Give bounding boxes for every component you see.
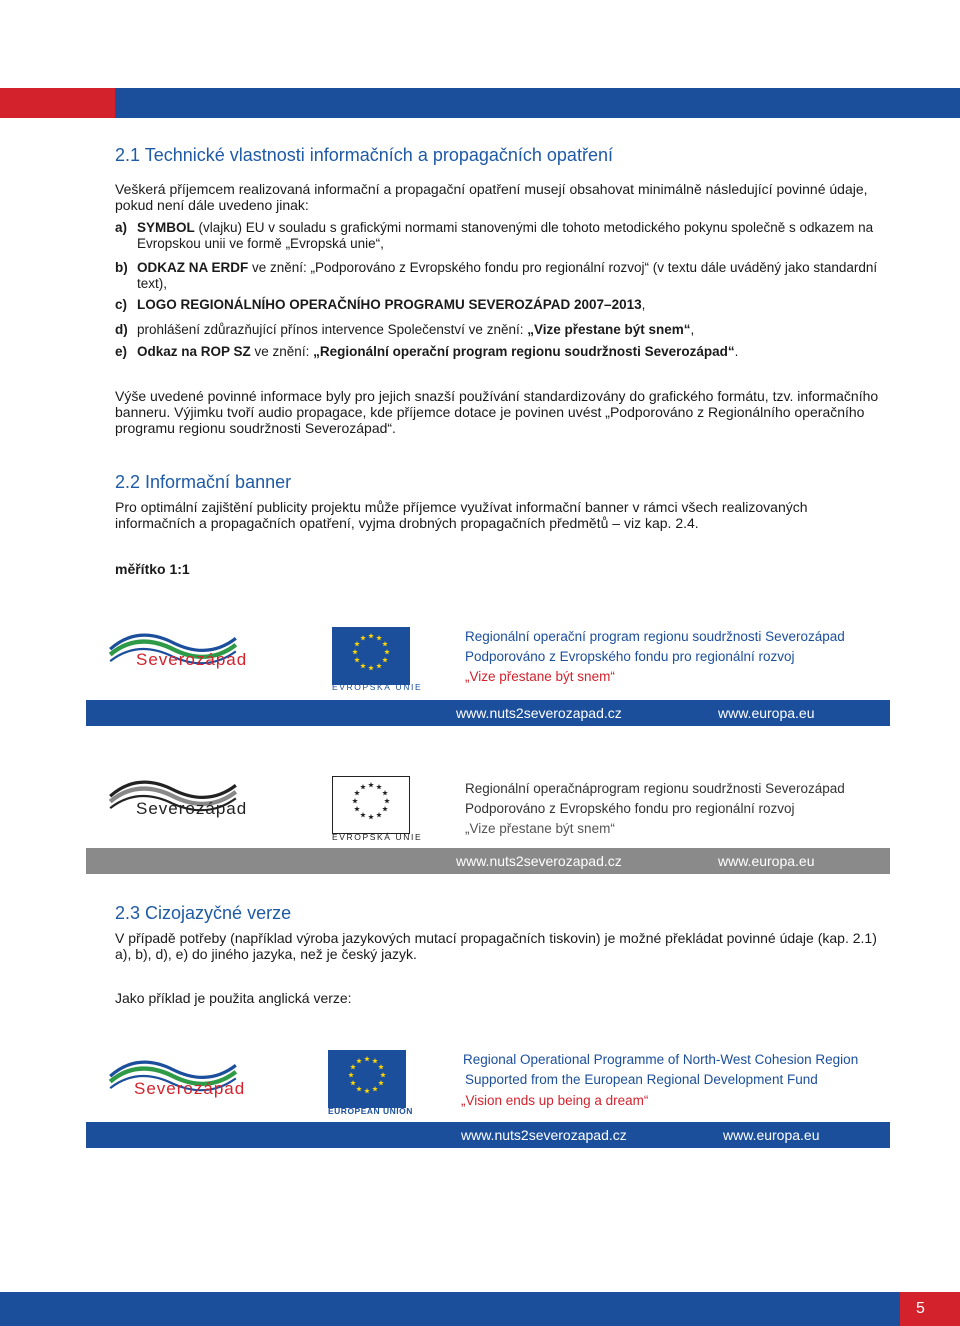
section-2-2-text: Pro optimální zajištění publicity projektu může příjemce využívat informační banner v rámci všech realizovaných informačních a propagačních opatření, vyjma drobných propagačních předmětů – viz kap. 2.4. bbox=[115, 499, 808, 531]
banner-line-2: Podporováno z Evropského fondu pro regionální rozvoj bbox=[465, 649, 795, 664]
list-item-text: , bbox=[641, 297, 646, 312]
banner-line-3: „Vision ends up being a dream“ bbox=[461, 1093, 649, 1108]
url-nuts2: www.nuts2severozapad.cz bbox=[456, 705, 622, 721]
list-item-bold: „Regionální operační program regionu soudržnosti Severozápad“ bbox=[313, 344, 735, 359]
list-item-text: , bbox=[690, 322, 695, 337]
url-europa: www.europa.eu bbox=[718, 705, 815, 721]
list-item-bold: LOGO REGIONÁLNÍHO OPERAČNÍHO PROGRAMU SEVEROZÁPAD 2007–2013 bbox=[137, 297, 642, 312]
eu-flag-icon bbox=[332, 627, 410, 685]
banner-url-strip bbox=[86, 848, 890, 874]
severozapad-logo-text: Severozápad bbox=[136, 650, 248, 669]
url-nuts2: www.nuts2severozapad.cz bbox=[461, 1127, 627, 1143]
list-item-text: (vlajku) EU v souladu s grafickými normami stanovenými dle tohoto metodického pokynu společně s odkazem na Evropskou unii ve formě „Evropská unie“, bbox=[137, 220, 874, 251]
eu-flag-icon bbox=[328, 1050, 406, 1108]
section-2-3-example: Jako příklad je použita anglická verze: bbox=[115, 990, 352, 1006]
banner-url-strip bbox=[86, 1122, 890, 1148]
list-item-text: ve znění: „Podporováno z Evropského fondu pro regionální rozvoj“ (v textu dále uváděný jako standardní text), bbox=[137, 260, 878, 291]
list-item-bold: SYMBOL bbox=[137, 220, 195, 235]
list-item-bold: Odkaz na ROP SZ bbox=[137, 344, 251, 359]
section-2-3-text: V případě potřeby (například výroba jazykových mutací propagačních tiskovin) je možné překládat povinné údaje (kap. 2.1) a), b), d), e) do jiného jazyka, než je český jazyk. bbox=[115, 930, 877, 962]
info-banner-color bbox=[86, 605, 890, 721]
eu-label: EVROPSKÁ UNIE bbox=[332, 832, 423, 842]
eu-label: EUROPEAN UNION bbox=[328, 1106, 413, 1116]
list-item-bold: ODKAZ NA ERDF bbox=[137, 260, 249, 275]
scale-label: měřítko 1:1 bbox=[115, 561, 190, 577]
banner-line-3: „Vize přestane být snem“ bbox=[465, 821, 615, 836]
list-label: d) bbox=[115, 322, 128, 337]
eu-label: EVROPSKÁ UNIE bbox=[332, 682, 423, 692]
url-nuts2: www.nuts2severozapad.cz bbox=[456, 853, 622, 869]
top-bar-blue-segment bbox=[115, 88, 960, 118]
list-label: c) bbox=[115, 297, 128, 312]
page-number: 5 bbox=[900, 1292, 960, 1326]
list-label: b) bbox=[115, 260, 128, 275]
banner-line-1: Regionální operační program regionu soudržnosti Severozápad bbox=[465, 629, 845, 644]
list-item-text: . bbox=[734, 344, 739, 359]
list-item-bold: „Vize přestane být snem“ bbox=[527, 322, 691, 337]
banner-line-2: Supported from the European Regional Development Fund bbox=[465, 1072, 818, 1087]
top-color-bar bbox=[0, 88, 960, 118]
info-banner-grayscale bbox=[86, 752, 890, 876]
info-banner-english bbox=[86, 1030, 890, 1148]
banner-line-3: „Vize přestane být snem“ bbox=[465, 669, 615, 684]
banner-url-strip bbox=[86, 700, 890, 726]
url-europa: www.europa.eu bbox=[718, 853, 815, 869]
bottom-color-bar bbox=[0, 1292, 960, 1326]
url-europa: www.europa.eu bbox=[723, 1127, 820, 1143]
list-item-text: prohlášení zdůrazňující přínos intervence Společenství ve znění: bbox=[137, 322, 528, 337]
banner-line-1: Regional Operational Programme of North-West Cohesion Region bbox=[463, 1052, 859, 1067]
section-2-1-intro: Veškerá příjemcem realizovaná informační a propagační opatření musejí obsahovat minimálně následující povinné údaje, pokud není dále uvedeno jinak: bbox=[115, 181, 868, 213]
section-2-3-title: 2.3 Cizojazyčné verze bbox=[115, 903, 292, 923]
severozapad-logo-text: Severozápad bbox=[136, 799, 248, 818]
eu-flag-icon bbox=[332, 776, 410, 834]
list-label: e) bbox=[115, 344, 128, 359]
section-2-1-title: 2.1 Technické vlastnosti informačních a propagačních opatření bbox=[115, 145, 613, 165]
severozapad-logo-text: Severozápad bbox=[134, 1079, 246, 1098]
top-bar-red-segment bbox=[0, 88, 115, 118]
banner-line-2: Podporováno z Evropského fondu pro regionální rozvoj bbox=[465, 801, 795, 816]
section-2-2-title: 2.2 Informační banner bbox=[115, 472, 292, 492]
section-2-1-paragraph: Výše uvedené povinné informace byly pro jejich snazší používání standardizovány do grafického formátu, tzv. informačního banneru. Výjimku tvoří audio propagace, kde příjemce dotace je povinen uvést „Podporováno z Regionálního operačního programu regionu soudržnosti Severozápad“. bbox=[115, 388, 879, 436]
list-label: a) bbox=[115, 220, 128, 235]
list-item-text: ve znění: bbox=[250, 344, 314, 359]
banner-line-1: Regionální operačnáprogram regionu soudržnosti Severozápad bbox=[465, 781, 845, 796]
